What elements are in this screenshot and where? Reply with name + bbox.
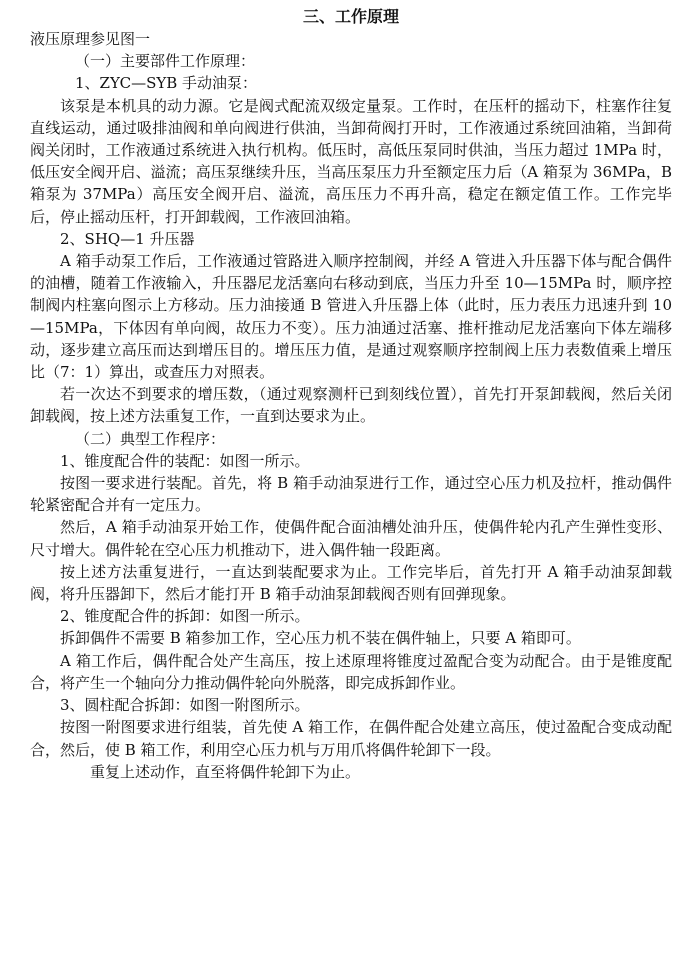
paragraph-cylinder-disassembly-1: 按图一附图要求进行组装，首先使 A 箱工作，在偶件配合处建立高压，使过盈配合变成动配合，然后，使 B 箱工作，利用空心压力机与万用爪将偶件轮卸下一段。 <box>30 718 672 759</box>
paragraph-cylinder-disassembly-2: 重复上述动作，直至将偶件轮卸下为止。 <box>90 762 361 781</box>
paragraph-taper-disassembly-2: A 箱工作后，偶件配合处产生高压，按上述原理将锥度过盈配合变为动配合。由于是锥度配合，将产生一个轴向分力推动偶件轮向外脱落，即完成拆卸作业。 <box>30 651 672 692</box>
section-heading-main-parts: （一）主要部件工作原理： <box>75 52 256 71</box>
step-heading-taper-assembly: 1、锥度配合件的装配：如图一所示。 <box>60 451 310 470</box>
paragraph-pump: 该泵是本机具的动力源。它是阀式配流双级定量泵。工作时，在压杆的摇动下，柱塞作往复直线运动，通过吸排油阀和单向阀进行供油，当卸荷阀打开时，工作液通过系统回油箱，当卸荷阀关闭时，工作液通过系统进入执行机构。低压时，高低压泵同时供油，当压力超过 1MPa 时，低压安全阀开启、溢流；高压泵继续升压，当高压泵压力升至额定压力后（A 箱泵为 36MPa，B 箱泵为 37MPa）高压安全阀开启、溢流，高压压力不再升高，稳定在额定值工作。工作完毕后，停止摇动压杆，打开卸载阀，工作液回油箱。 <box>30 96 672 226</box>
paragraph-taper-disassembly-1: 拆卸偶件不需要 B 箱参加工作，空心压力机不装在偶件轴上，只要 A 箱即可。 <box>60 629 581 648</box>
paragraph-taper-assembly-3: 按上述方法重复进行，一直达到装配要求为止。工作完毕后，首先打开 A 箱手动油泵卸载阀，将升压器卸下，然后才能打开 B 箱手动油泵卸载阀否则有回弹现象。 <box>30 562 672 604</box>
item-heading-pump: 1、ZYC—SYB 手动油泵： <box>75 74 258 93</box>
step-heading-taper-disassembly: 2、锥度配合件的拆卸：如图一所示。 <box>60 607 310 626</box>
paragraph-booster-2: 若一次达不到要求的增压数，（通过观察测杆已到刻线位置），首先打开泵卸载阀，然后关闭卸载阀，按上述方法重复工作，一直到达要求为止。 <box>30 385 672 426</box>
paragraph-taper-assembly-2: 然后，A 箱手动油泵开始工作，使偶件配合面油槽处油升压，使偶件轮内孔产生弹性变形、尺寸增大。偶件轮在空心压力机推动下，进入偶件轴一段距离。 <box>30 518 672 559</box>
paragraph-taper-assembly-1: 按图一要求进行装配。首先，将 B 箱手动油泵进行工作，通过空心压力机及拉杆，推动偶件轮紧密配合并有一定压力。 <box>30 474 672 515</box>
paragraph-booster-1: A 箱手动泵工作后，工作液通过管路进入顺序控制阀，并经 A 管进入升压器下体与配合偶件的油槽，随着工作液输入，升压器尼龙活塞向右移动到底，当压力升至 10—15MPa 时，顺序控制阀内柱塞向图示上方移动。压力油接通 B 管进入升压器上体（此时，压力表压力迅速升到 10—15MPa，下体因有单向阀，故压力不变）。压力油通过活塞、推杆推动尼龙活塞向下体左端移动，逐步建立高压而达到增压目的。增压压力值，是通过观察顺序控制阀上压力表数值乘上增压比（7：1）算出，或查压力对照表。 <box>30 252 672 382</box>
page-title: 三、工作原理 <box>302 7 399 26</box>
section-heading-procedures: （二）典型工作程序： <box>75 429 226 448</box>
item-heading-booster: 2、SHQ—1 升压器 <box>60 229 195 248</box>
step-heading-cylinder-disassembly: 3、圆柱配合拆卸：如图一附图所示。 <box>60 696 310 715</box>
reference-line: 液压原理参见图一 <box>30 30 151 48</box>
